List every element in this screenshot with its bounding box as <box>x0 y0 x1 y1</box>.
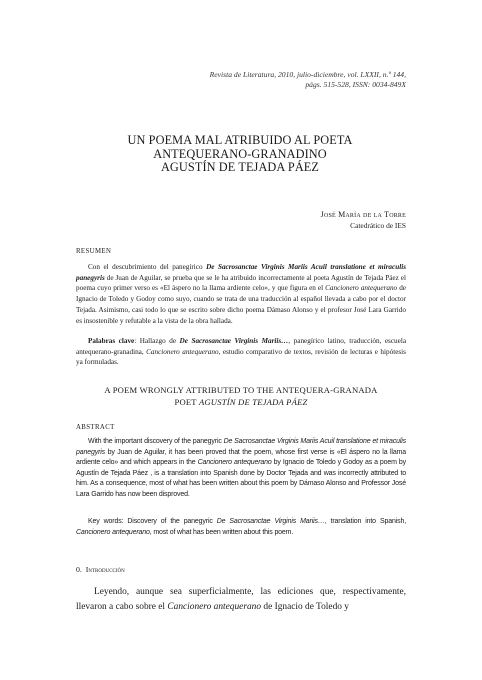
article-title <box>40 134 440 175</box>
abstract-work-title: De Sacrosanctae Virginis Mariis Acuil translatione et miraculis panegyris <box>76 438 406 456</box>
abstract-keywords-text-3: , most of what has been written about this poem. <box>149 528 294 536</box>
keywords-label: Palabras clave <box>88 337 135 345</box>
title-line-2: ANTEQUERANO-GRANADINO <box>153 146 327 161</box>
keywords-work-title: De Sacrosanctae Virginis Mariis… <box>179 337 289 345</box>
resumen-cancionero: Cancionero antequerano <box>325 284 398 293</box>
author-name: José María de la Torre <box>320 210 406 219</box>
resumen-text-3: de Ignacio de Toledo y Godoy como suyo, cuando se trata de una traducción al español llevada a cabo por el doctor Tejada. Asimismo, casi todo lo que se escrito sobre dicho poema Dámaso Alonso y el profesor José Lara Garrido es insostenible y refutable a la vista de la obra hallada. <box>76 284 406 325</box>
abstract-keywords-text-2: , translation into Spanish, <box>324 518 407 525</box>
abstract-keywords-work-title: De Sacrosanctae Virginis Mariis… <box>216 518 325 525</box>
author-block <box>321 209 406 231</box>
abstract-text-1: With the important discovery of the panegyric <box>88 438 224 445</box>
english-title-line-2 <box>60 397 422 409</box>
abstract-text-2: by Juan de Aguilar, it has been proved that the poem, whose first verse is «El áspero no la llama ardiente celo» and which appears in the <box>76 448 406 466</box>
introduction-number: 0. <box>76 565 82 574</box>
journal-citation-line-2: págs. 515-528, ISSN: 0034-849X <box>305 80 406 89</box>
journal-citation <box>210 70 406 90</box>
abstract-keywords-text-1: Key words: Discovery of the panegyric <box>88 518 217 525</box>
introduction-cancionero: Cancionero antequerano <box>167 602 262 612</box>
journal-citation-line-1: Revista de Literatura, 2010, julio-diciembre, vol. LXXII, n.º 144, <box>209 70 406 79</box>
resumen-keywords <box>76 336 406 368</box>
title-line-1: UN POEMA MAL ATRIBUIDO AL POETA <box>127 133 353 147</box>
resumen-text-1: Con el descubrimiento del panegírico <box>88 263 207 271</box>
keywords-text-3: , estudio comparativo de textos, revisión de lecturas e hipótesis ya formuladas. <box>76 347 406 367</box>
abstract-keywords-cancionero: Cancionero antequerano <box>76 528 150 536</box>
english-title <box>60 385 422 408</box>
title-line-3: AGUSTÍN DE TEJADA PÁEZ <box>160 160 320 174</box>
introduction-paragraph <box>76 585 406 615</box>
introduction-title: Introducción <box>85 565 125 574</box>
abstract-heading: ABSTRACT <box>76 424 115 431</box>
resumen-paragraph <box>76 262 406 326</box>
introduction-text-1: Leyendo, aunque sea superficialmente, las ediciones que, respectivamente, llevaron a cabo sobre el <box>76 587 406 612</box>
keywords-text-2: , panegírico latino, traducción, escuela antequerano-granadina, <box>76 337 407 356</box>
english-title-poet-name: AGUSTÍN DE TEJADA PÁEZ <box>198 396 308 407</box>
introduction-heading <box>76 565 125 574</box>
keywords-cancionero: Cancionero antequerano <box>146 347 219 356</box>
introduction-text-2: de Ignacio de Toledo y <box>261 602 349 612</box>
english-title-poet: POET <box>174 396 199 407</box>
abstract-paragraph <box>76 437 406 500</box>
author-affiliation: Catedrático de IES <box>350 221 406 230</box>
keywords-text-1: : Hallazgo de <box>134 337 180 345</box>
resumen-text-2: de Juan de Aguilar, se prueba que se le ha atribuido incorrectamente al poeta Agustín de Tejada Páez el poema cuyo primer verso es «El áspero no la llama ardiente celo», y que figura en el <box>76 273 406 293</box>
resumen-work-title: De Sacrosanctae Virginis Mariis Acuil translatione et miraculis panegyris <box>76 263 406 282</box>
english-title-line-1: A POEM WRONGLY ATTRIBUTED TO THE ANTEQUERA-GRANADA <box>104 385 378 395</box>
abstract-text-3: by Ignacio de Toledo y Godoy as a poem by Agustín de Tejada Páez , is a translation into Spanish done by Doctor Tejada and was incorrectly attributed to him. As a consequence, most of what has been written about this poem by Dámaso Alonso and Professor José Lara Garrido has now been disproved. <box>76 459 406 498</box>
abstract-cancionero: Cancionero antequerano <box>197 459 272 466</box>
resumen-heading: RESUMEN <box>76 248 112 255</box>
abstract-keywords <box>76 517 406 538</box>
